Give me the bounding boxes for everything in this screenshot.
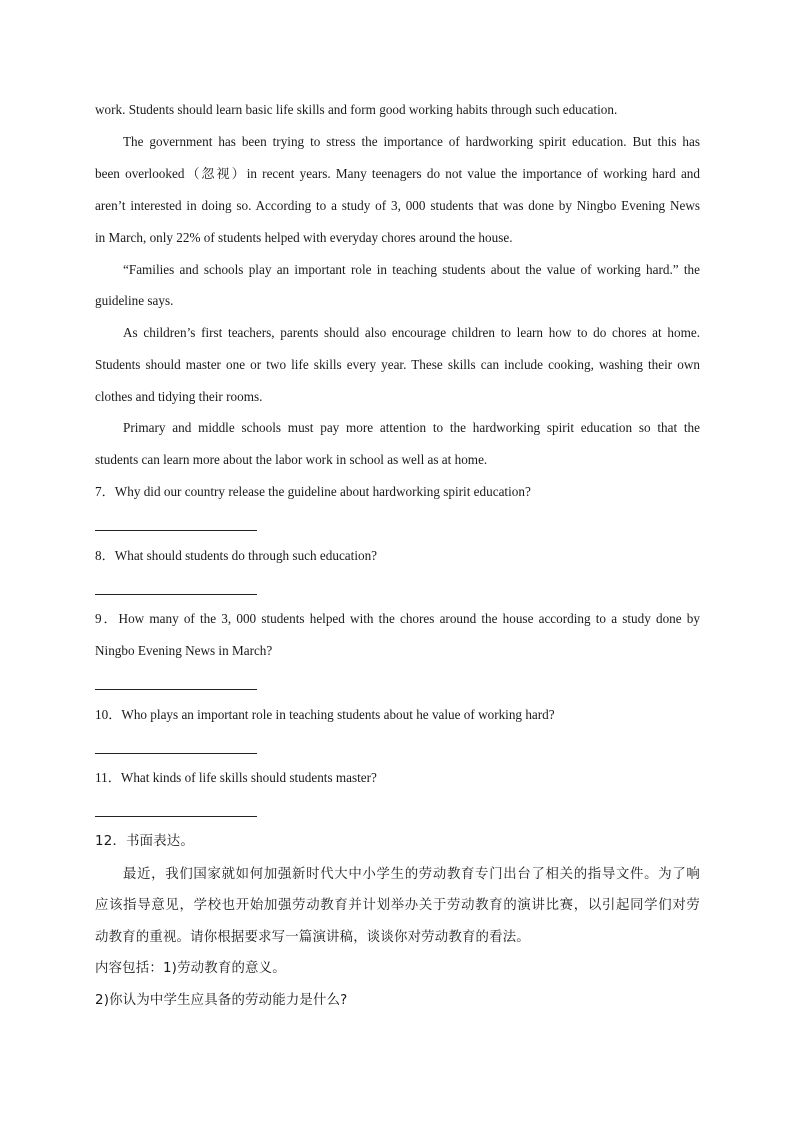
writing-prompt-line: 应该指导意见，学校也开始加强劳动教育并计划举办关于劳动教育的演讲比赛，以引起同学们对劳: [95, 898, 700, 913]
passage-line: As children’s first teachers, parents should also encourage children to learn how to do chores at home.: [123, 325, 700, 340]
answer-blank-11[interactable]: [95, 816, 257, 817]
writing-heading: 12．书面表达。: [95, 834, 194, 849]
question-8: 8．What should students do through such education?: [95, 548, 378, 563]
question-9-continued: Ningbo Evening News in March?: [95, 643, 273, 658]
passage-line: in March, only 22% of students helped with everyday chores around the house.: [95, 230, 513, 245]
answer-blank-9[interactable]: [95, 689, 257, 690]
passage-line: aren’t interested in doing so. According to a study of 3, 000 students that was done by Ningbo Evening News: [95, 198, 700, 213]
passage-line: been overlooked（忽视）in recent years. Many teenagers do not value the importance of working hard and: [95, 166, 700, 181]
writing-prompt-line: 最近，我们国家就如何加强新时代大中小学生的劳动教育专门出台了相关的指导文件。为了响: [123, 867, 700, 882]
answer-blank-7[interactable]: [95, 530, 257, 531]
content-point-2: 2)你认为中学生应具备的劳动能力是什么?: [95, 993, 348, 1008]
passage-line: guideline says.: [95, 293, 174, 308]
question-11: 11．What kinds of life skills should students master?: [95, 770, 377, 785]
question-10: 10．Who plays an important role in teaching students about he value of working hard?: [95, 707, 555, 722]
passage-line: Students should master one or two life skills every year. These skills can include cooking, washing their own: [95, 357, 700, 372]
passage-line: work. Students should learn basic life skills and form good working habits through such education.: [95, 102, 618, 117]
document-page: [95, 0, 700, 1123]
writing-prompt-line: 动教育的重视。请你根据要求写一篇演讲稿，谈谈你对劳动教育的看法。: [95, 930, 530, 945]
question-7: 7．Why did our country release the guideline about hardworking spirit education?: [95, 484, 531, 499]
question-9: 9．How many of the 3, 000 students helped with the chores around the house according to a study done by: [95, 611, 700, 626]
passage-line: students can learn more about the labor work in school as well as at home.: [95, 452, 488, 467]
passage-line: clothes and tidying their rooms.: [95, 389, 263, 404]
content-point-1: 内容包括：1)劳动教育的意义。: [95, 961, 286, 976]
passage-line: “Families and schools play an important role in teaching students about the value of working hard.” the: [123, 262, 700, 277]
passage-line: Primary and middle schools must pay more attention to the hardworking spirit education so that the: [123, 420, 700, 435]
passage-line: The government has been trying to stress the importance of hardworking spirit education. But this has: [123, 134, 700, 149]
answer-blank-8[interactable]: [95, 594, 257, 595]
answer-blank-10[interactable]: [95, 753, 257, 754]
